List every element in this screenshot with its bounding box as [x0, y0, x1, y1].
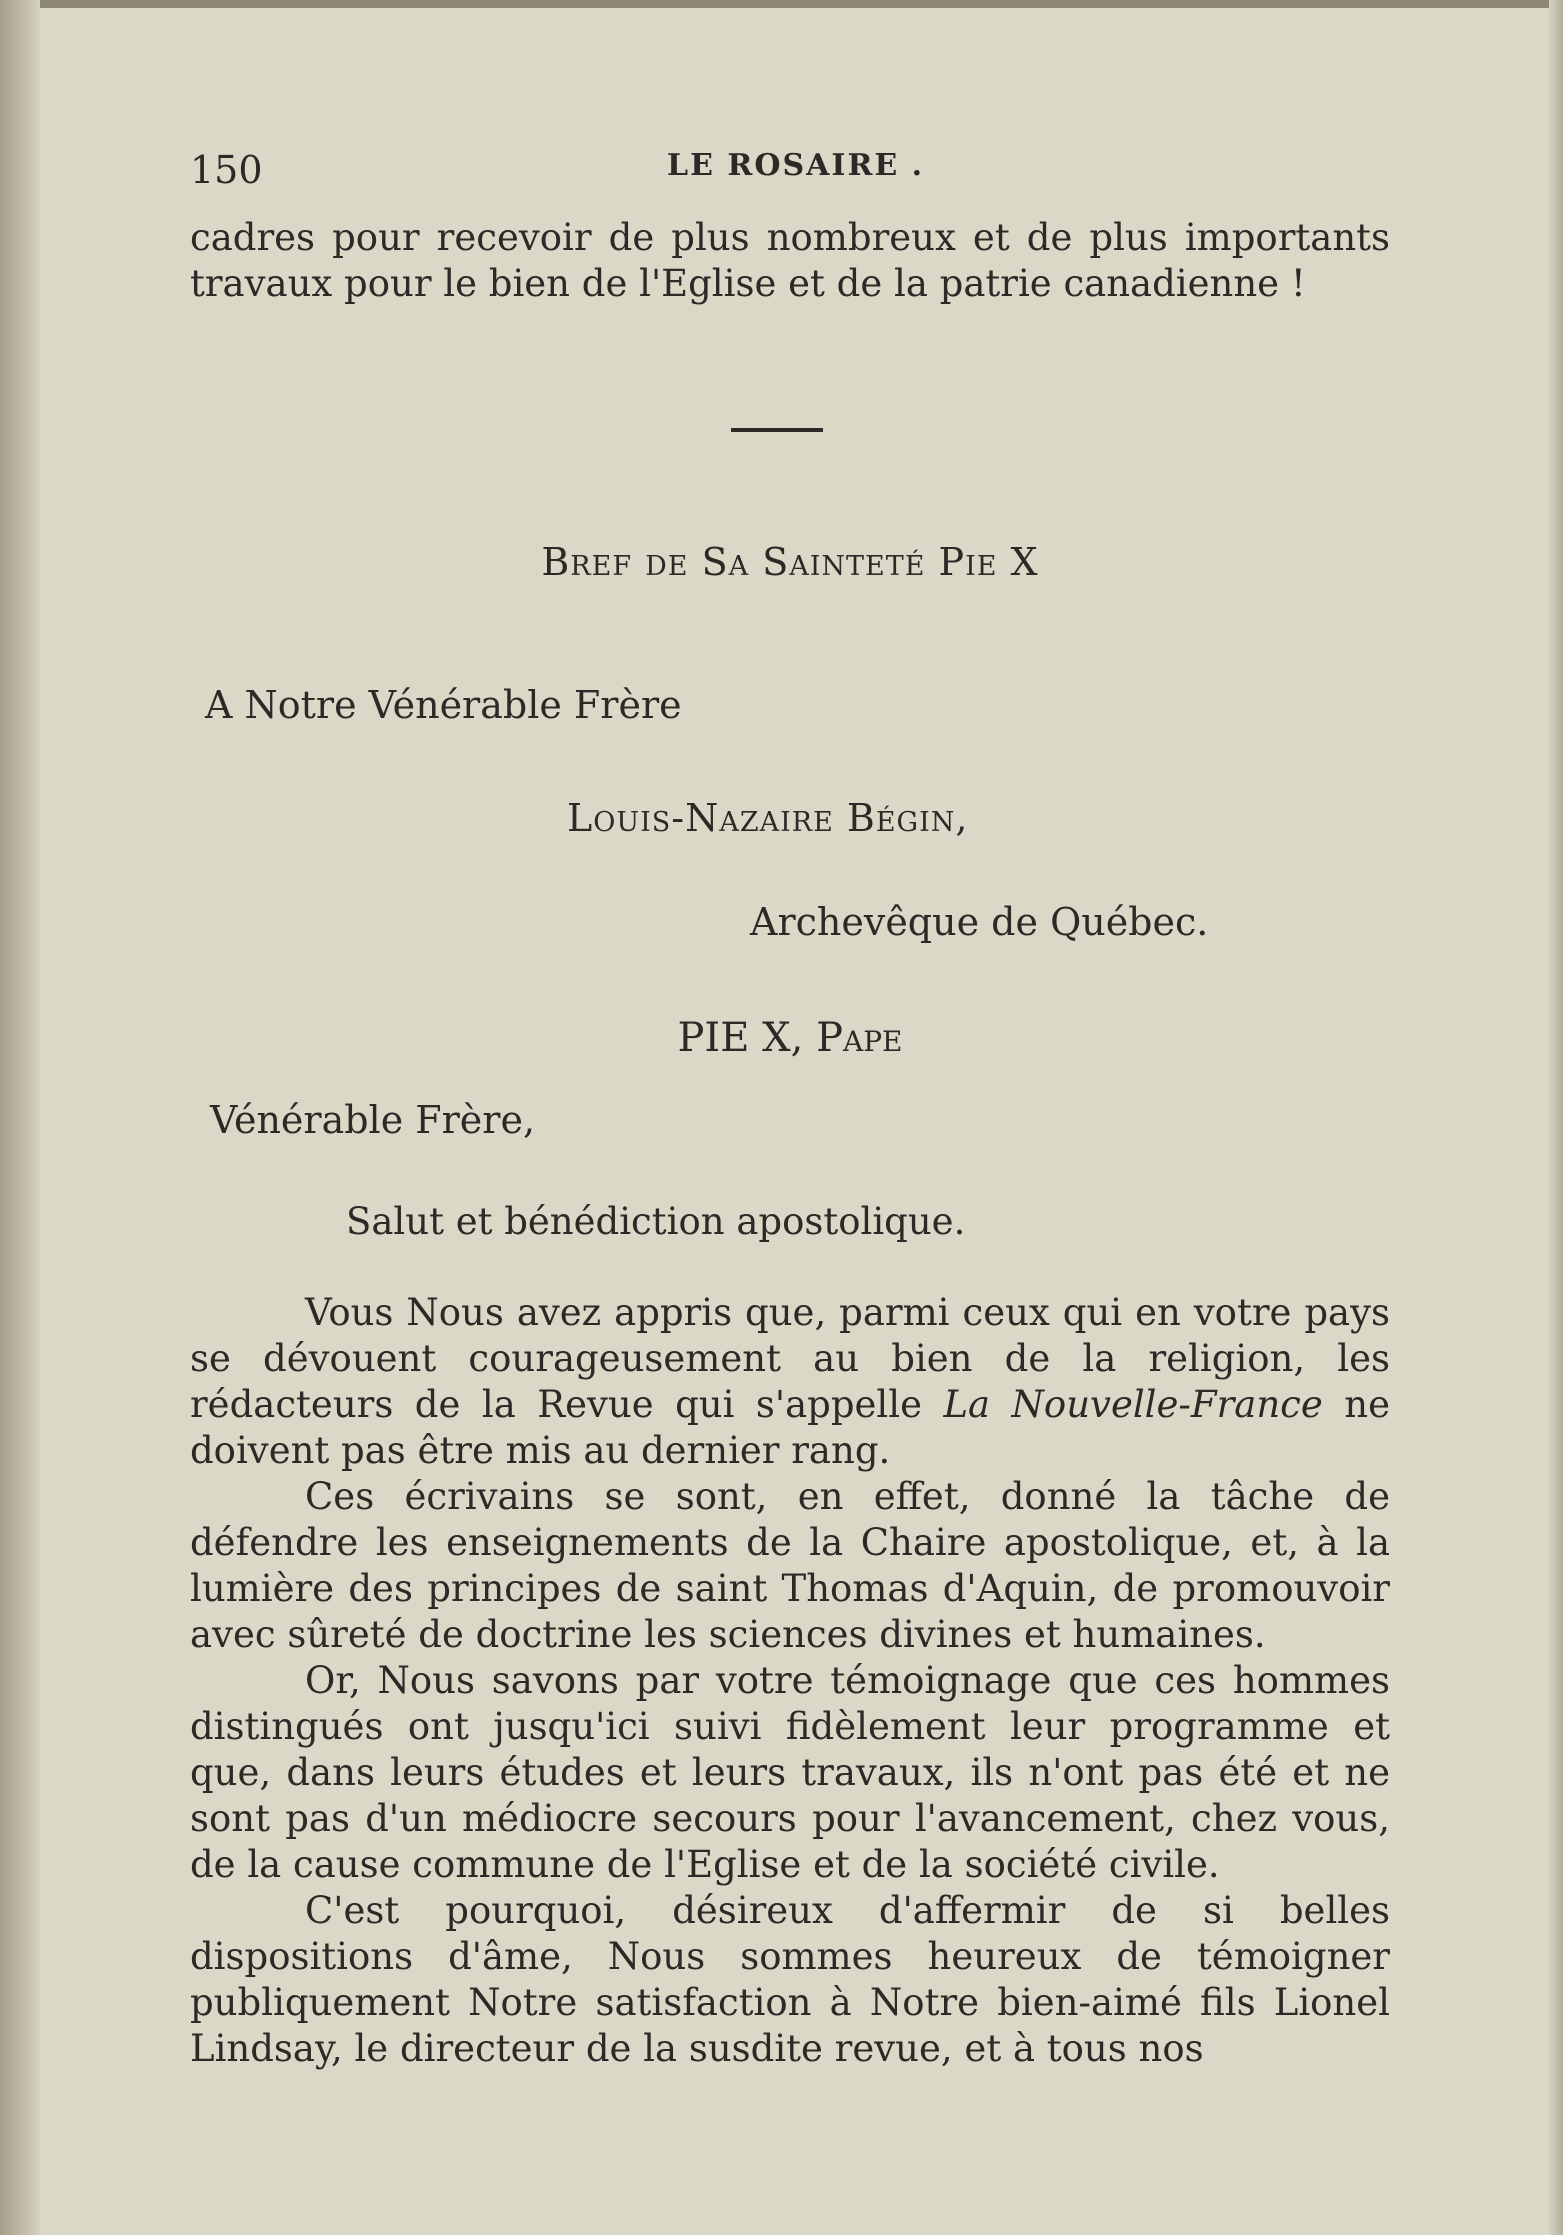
blessing: Salut et bénédiction apostolique. — [346, 1200, 966, 1243]
paragraph-3: Or, Nous savons par votre témoignage que ces hommes distingués ont jusqu'ici suivi fidèlement leur programme et que, dans leurs études et leurs travaux, ils n'ont pas été et ne sont pas d'un médiocre secours pour l'avancement, chez vous, de la cause commune de l'Eglise et de la société civile. — [190, 1659, 1390, 1886]
page-gutter — [0, 0, 40, 2235]
pope-heading — [190, 1015, 1390, 1061]
address-line-1: A Notre Vénérable Frère — [205, 683, 682, 727]
section-divider — [731, 428, 823, 432]
section-title: Bref de Sa Sainteté Pie X — [541, 540, 1039, 584]
paragraph-1-text: Vous Nous avez appris que, parmi ceux qui en votre pays se dévouent courageusement au bien de la religion, les rédacteurs de la Revue qui s'appelle — [190, 1291, 1390, 1426]
address-line-3: Archevêque de Québec. — [750, 900, 1209, 944]
salutation: Vénérable Frère, — [210, 1098, 536, 1142]
paragraph-1 — [190, 1290, 1390, 1474]
page-header — [190, 138, 1390, 192]
letter-body — [190, 1290, 1390, 2072]
address-line-2: Louis-Nazaire Bégin, — [567, 796, 969, 840]
running-head: LE ROSAIRE . — [667, 148, 925, 183]
continuation-paragraph: cadres pour recevoir de plus nombreux et de plus importants travaux pour le bien de l'Eglise et de la patrie canadienne ! — [190, 216, 1390, 305]
pope-name: PIE X, — [677, 1015, 804, 1061]
pope-title: Pape — [816, 1015, 903, 1061]
review-title: La Nouvelle-France — [943, 1383, 1323, 1426]
paragraph-1-end: ne doivent pas être mis au dernier rang. — [190, 1383, 1390, 1472]
page-number: 150 — [190, 148, 263, 192]
page-right-edge — [1549, 0, 1563, 2235]
page-top-edge — [0, 0, 1563, 8]
paragraph-2: Ces écrivains se sont, en effet, donné la tâche de défendre les enseignements de la Chaire apostolique, et, à la lumière des principes de saint Thomas d'Aquin, de promouvoir avec sûreté de doctrine les sciences divines et humaines. — [190, 1475, 1390, 1656]
paragraph-4: C'est pourquoi, désireux d'affermir de si belles dispositions d'âme, Nous sommes heureux de témoigner publiquement Notre satisfaction à Notre bien-aimé fils Lionel Lindsay, le directeur de la susdite revue, et à tous nos — [190, 1889, 1390, 2070]
